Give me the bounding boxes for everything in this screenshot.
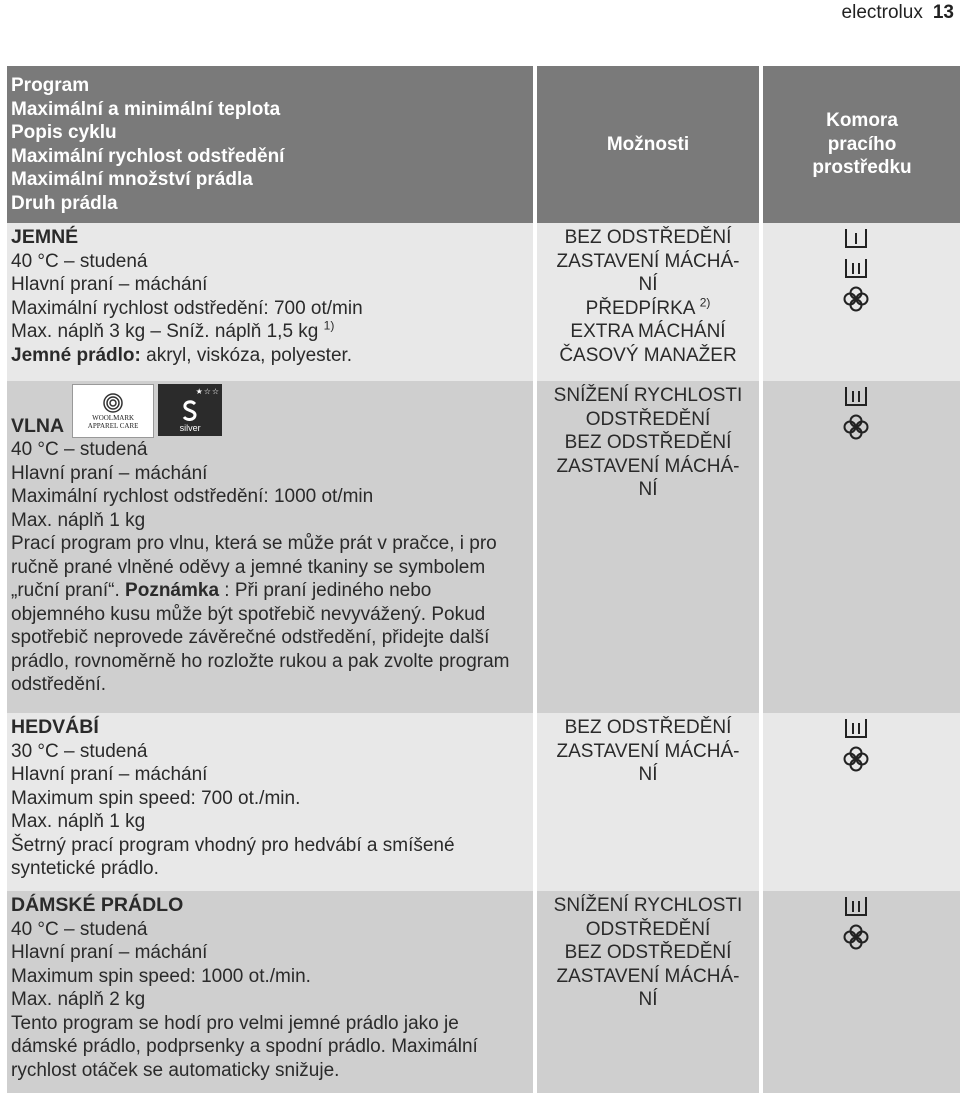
table-row	[7, 223, 960, 381]
woolmark-logo: WOOLMARK APPAREL CARE	[72, 384, 154, 438]
softener-compartment-icon	[843, 414, 869, 440]
program-name: DÁMSKÉ PRÁDLO	[11, 894, 184, 916]
program-name: JEMNÉ	[11, 226, 79, 248]
main-wash-compartment-icon	[843, 384, 869, 408]
page-number: 13	[932, 2, 954, 23]
options-cell-vlna: SNÍŽENÍ RYCHLOSTI ODSTŘEDĚNÍ BEZ ODSTŘEDĚNÍ ZASTAVENÍ MÁCHÁ- NÍ	[537, 381, 759, 713]
compartment-cell-jemne	[763, 223, 960, 381]
program-cell-vlna: VLNA WOOLMARK APPAREL CARE silver ★☆☆ 40 °C – studená Hlavní praní – máchání Maximální rychlost odstředění: 1000 ot/min Max. náplň 1 kg Prací program pro vlnu, která se může prát v pračce, i pro ručně prané vlněné oděvy a jemné tkaniny se symbolem „ruční praní“. Poznámka : Při praní jediného nebo objemného kusu může být spotřebič nevyvážený. Pokud spotřebič neprovede závěrečné odstředění, přidejte další prádlo, rovnoměrně ho rozložte rukou a pak zvolte program odstředění.	[7, 381, 533, 713]
table-row	[7, 891, 960, 1093]
table-header-row	[7, 66, 960, 223]
program-table	[3, 66, 960, 1093]
main-wash-compartment-icon	[843, 894, 869, 918]
certification-logos	[72, 384, 222, 438]
softener-compartment-icon	[843, 924, 869, 950]
options-cell-hedvabi: BEZ ODSTŘEDĚNÍ ZASTAVENÍ MÁCHÁ- NÍ	[537, 713, 759, 891]
options-cell-jemne: BEZ ODSTŘEDĚNÍ ZASTAVENÍ MÁCHÁ- NÍ PŘEDPÍRKA $^{2)}$ EXTRA MÁCHÁNÍ ČASOVÝ MANAŽER	[537, 223, 759, 381]
program-name: VLNA	[11, 414, 65, 437]
compartment-cell-damske-pradlo	[763, 891, 960, 1093]
program-cell-hedvabi: HEDVÁBÍ 30 °C – studená Hlavní praní – máchání Maximum spin speed: 700 ot./min. Max. náplň 1 kg Šetrný prací program vhodný pro hedvábí a smíšené syntetické prádlo.	[7, 713, 533, 891]
program-cell-jemne: JEMNÉ 40 °C – studená Hlavní praní – máchání Maximální rychlost odstředění: 700 ot/min Max. náplň 3 kg – Sníž. náplň 1,5 kg $^{1)}$ Jemné prádlo: akryl, viskóza, polyester.	[7, 223, 533, 381]
program-name: HEDVÁBÍ	[11, 716, 99, 738]
program-cell-damske-pradlo: DÁMSKÉ PRÁDLO 40 °C – studená Hlavní praní – máchání Maximum spin speed: 1000 ot./min. Max. náplň 2 kg Tento program se hodí pro velmi jemné prádlo jako je dámské prádlo, podprsenky a spodní prádlo. Maximální rychlost otáček se automaticky snižuje.	[7, 891, 533, 1093]
stars-icon: ★☆☆	[195, 387, 221, 396]
header-options: Možnosti	[537, 66, 759, 223]
prewash-compartment-icon	[843, 226, 869, 250]
softener-compartment-icon	[843, 286, 869, 312]
compartment-cell-vlna	[763, 381, 960, 713]
header-program: Program Maximální a minimální teplota Popis cyklu Maximální rychlost odstředění Maximální množství prádla Druh prádla	[7, 66, 533, 223]
table-row	[7, 381, 960, 713]
page-header	[842, 0, 960, 26]
main-wash-compartment-icon	[843, 256, 869, 280]
woolmark-swirl-icon	[101, 392, 125, 414]
softener-compartment-icon	[843, 746, 869, 772]
program-description: Prací program pro vlnu, která se může prát v pračce, i pro ručně prané vlněné oděvy a jemné tkaniny se symbolem „ruční praní“. Poznámka : Při praní jediného nebo objemného kusu může být spotřebič nevyvážený. Pokud spotřebič neprovede závěrečné odstředění, přidejte další prádlo, rovnoměrně ho rozložte rukou a pak zvolte program odstředění.	[11, 533, 510, 695]
compartment-cell-hedvabi	[763, 713, 960, 891]
main-wash-compartment-icon	[843, 716, 869, 740]
header-compartment: Komora pracího prostředku	[763, 66, 960, 223]
options-cell-damske-pradlo: SNÍŽENÍ RYCHLOSTI ODSTŘEDĚNÍ BEZ ODSTŘEDĚNÍ ZASTAVENÍ MÁCHÁ- NÍ	[537, 891, 759, 1093]
silver-logo: silver	[158, 384, 222, 436]
table-row	[7, 713, 960, 891]
brand-name: electrolux	[841, 2, 923, 23]
